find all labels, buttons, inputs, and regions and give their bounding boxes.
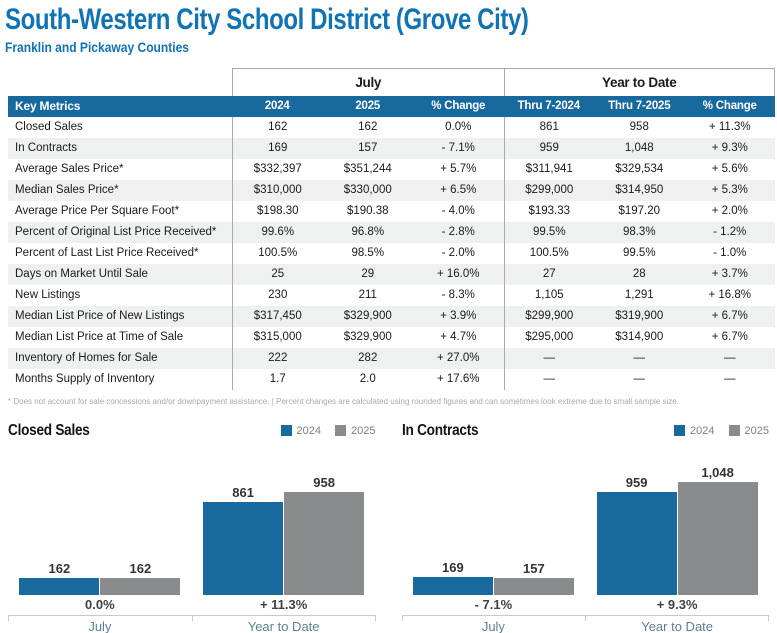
metric-value: 29 xyxy=(361,268,375,280)
metric-label: New Listings xyxy=(15,289,81,301)
chart-plot-area xyxy=(402,441,770,595)
metric-value: 959 xyxy=(504,138,595,159)
metric-value: 1.7 xyxy=(232,369,323,390)
metric-value: - 7.1% xyxy=(441,142,475,154)
table-row xyxy=(8,138,775,159)
bar-value-label: 162 xyxy=(48,560,71,576)
pct-change-row xyxy=(402,595,770,615)
table-row xyxy=(8,348,775,369)
table-row xyxy=(8,159,775,180)
axis-tick xyxy=(402,616,403,621)
column-header-thru-7-2024: Thru 7-2024 xyxy=(517,100,580,112)
axis-tick xyxy=(768,616,769,621)
metric-value: 162 xyxy=(358,121,378,133)
metric-label: Average Sales Price* xyxy=(15,163,124,175)
bar-2025 xyxy=(494,578,574,595)
metric-value: — xyxy=(633,352,645,364)
metric-value: — xyxy=(504,348,595,369)
metric-value: 99.5% xyxy=(504,222,595,243)
table-row xyxy=(8,222,775,243)
table-row xyxy=(8,306,775,327)
bar-2024 xyxy=(413,577,493,595)
metric-value: $295,000 xyxy=(504,327,595,348)
metric-value: 27 xyxy=(504,264,595,285)
legend-label-2024: 2024 xyxy=(690,424,715,437)
pct-change-row xyxy=(8,595,376,615)
metric-value: + 5.6% xyxy=(711,163,748,175)
table-row xyxy=(8,369,775,390)
chart-legend xyxy=(281,425,376,437)
chart-title: In Contracts xyxy=(401,421,478,439)
metric-value: + 5.7% xyxy=(440,163,477,175)
chart-closed-sales xyxy=(8,421,376,633)
metric-value: + 2.0% xyxy=(711,205,748,217)
page-title: South-Western City School District (Grove City) xyxy=(5,3,529,36)
metric-label: Inventory of Homes for Sale xyxy=(15,352,158,364)
metric-value: $190.38 xyxy=(346,205,389,217)
legend-label-2025: 2025 xyxy=(744,424,769,437)
metric-value: + 6.7% xyxy=(711,331,748,343)
legend-label-2025: 2025 xyxy=(351,424,376,437)
metric-value: 96.8% xyxy=(351,226,385,238)
table-group-header-row xyxy=(8,68,775,96)
metric-label: Median Sales Price* xyxy=(15,184,119,196)
metric-value: 861 xyxy=(504,117,595,138)
metric-label: Median List Price at Time of Sale xyxy=(15,331,184,343)
metric-value: $315,000 xyxy=(232,327,323,348)
metric-value: + 16.8% xyxy=(708,289,752,301)
metric-label: Days on Market Until Sale xyxy=(15,268,148,280)
metric-value: $332,397 xyxy=(232,159,323,180)
metric-value: 98.5% xyxy=(351,247,385,259)
bar-2025 xyxy=(100,578,180,595)
metric-value: + 6.5% xyxy=(440,184,477,196)
table-column-header-row xyxy=(8,96,775,117)
report-header xyxy=(0,0,777,55)
metric-value: 230 xyxy=(232,285,323,306)
bar-2025 xyxy=(284,492,364,595)
bar-wrap-2024 xyxy=(413,560,493,595)
metric-value: + 3.7% xyxy=(711,268,748,280)
metric-value: $197.20 xyxy=(618,205,661,217)
x-axis xyxy=(402,615,770,633)
metric-value: 98.3% xyxy=(622,226,656,238)
metric-label: Average Price Per Square Foot* xyxy=(15,205,180,217)
category-label: Year to Date xyxy=(247,618,320,633)
bar-group-year-to-date xyxy=(192,441,376,595)
metric-value: $311,941 xyxy=(504,159,595,180)
metric-value: 169 xyxy=(232,138,323,159)
metric-value: 0.0% xyxy=(445,121,472,133)
metric-value: $319,900 xyxy=(615,310,664,322)
bar-2024 xyxy=(597,492,677,595)
column-header-2025: 2025 xyxy=(355,100,381,112)
axis-tick xyxy=(585,616,586,621)
legend-swatch-2025 xyxy=(729,425,740,436)
legend-swatch-2024 xyxy=(674,425,685,436)
metric-value: - 1.2% xyxy=(713,226,747,238)
page-subtitle: Franklin and Pickaway Counties xyxy=(5,38,189,55)
metric-value: - 4.0% xyxy=(441,205,475,217)
bar-value-label: 861 xyxy=(232,484,254,500)
table-row xyxy=(8,180,775,201)
bar-wrap-2024 xyxy=(19,561,99,595)
bar-value-label: 958 xyxy=(313,474,335,490)
bar-wrap-2024 xyxy=(597,475,677,595)
metric-value: 1,048 xyxy=(624,142,654,154)
metric-value: — xyxy=(724,352,736,364)
metric-label: In Contracts xyxy=(15,142,77,154)
pct-change-label: + 9.3% xyxy=(656,596,698,612)
pct-change-label: - 7.1% xyxy=(474,596,513,612)
metric-value: + 6.7% xyxy=(711,310,748,322)
bar-wrap-2025 xyxy=(678,465,758,595)
axis-tick xyxy=(8,616,9,621)
metric-value: $198.30 xyxy=(232,201,323,222)
metric-value: - 2.0% xyxy=(441,247,475,259)
legend-item-2024 xyxy=(281,425,321,437)
table-row xyxy=(8,243,775,264)
bar-value-label: 169 xyxy=(442,559,464,575)
legend-label-2024: 2024 xyxy=(296,424,322,437)
metric-value: 99.6% xyxy=(232,222,323,243)
group-header-spacer xyxy=(8,68,232,96)
metric-value: 162 xyxy=(232,117,323,138)
metric-value: $329,900 xyxy=(343,310,392,322)
metric-label: Percent of Last List Price Received* xyxy=(15,247,199,259)
table-row xyxy=(8,201,775,222)
metric-value: - 2.8% xyxy=(441,226,475,238)
metric-value: — xyxy=(504,369,595,390)
table-row xyxy=(8,285,775,306)
x-axis xyxy=(8,615,376,633)
bar-group-july xyxy=(402,441,586,595)
metric-value: $317,450 xyxy=(232,306,323,327)
metric-value: $299,000 xyxy=(504,180,595,201)
metric-value: — xyxy=(633,373,645,385)
metric-label: Closed Sales xyxy=(15,121,83,133)
axis-tick xyxy=(192,616,193,621)
metric-label: Months Supply of Inventory xyxy=(15,373,155,385)
metric-value: — xyxy=(724,373,736,385)
metric-value: 2.0 xyxy=(359,373,376,385)
table-row xyxy=(8,264,775,285)
metric-value: $310,000 xyxy=(232,180,323,201)
chart-legend xyxy=(674,425,769,437)
bar-value-label: 162 xyxy=(129,560,152,576)
chart-plot-area xyxy=(8,441,376,595)
metric-value: + 3.9% xyxy=(440,310,477,322)
metric-value: $351,244 xyxy=(343,163,392,175)
column-header-2024: 2024 xyxy=(264,100,290,112)
bar-value-label: 1,048 xyxy=(701,464,734,480)
metric-value: $330,000 xyxy=(343,184,392,196)
metric-value: 211 xyxy=(358,289,377,301)
metric-value: + 27.0% xyxy=(436,352,480,364)
metric-value: + 11.3% xyxy=(708,121,751,133)
legend-swatch-2024 xyxy=(281,425,292,436)
column-header-pct-change-ytd: % Change xyxy=(702,100,757,112)
key-metrics-table xyxy=(8,68,775,390)
chart-header xyxy=(402,421,770,441)
legend-item-2025 xyxy=(729,425,769,437)
bar-wrap-2025 xyxy=(100,561,180,595)
category-label: July xyxy=(481,618,505,633)
axis-tick xyxy=(375,616,376,621)
metric-value: 1,105 xyxy=(504,285,595,306)
column-header-thru-7-2025: Thru 7-2025 xyxy=(608,100,671,112)
metric-value: + 16.0% xyxy=(436,268,480,280)
metric-value: - 1.0% xyxy=(713,247,747,259)
metric-label: Median List Price of New Listings xyxy=(15,310,185,322)
metric-value: $314,900 xyxy=(615,331,664,343)
group-header-year-to-date: Year to Date xyxy=(504,68,776,96)
legend-swatch-2025 xyxy=(335,425,346,436)
group-header-july: July xyxy=(232,68,504,96)
metric-value: 222 xyxy=(232,348,323,369)
table-row xyxy=(8,327,775,348)
metric-value: 25 xyxy=(232,264,323,285)
metric-value: $299,900 xyxy=(504,306,595,327)
bar-group-july xyxy=(8,441,192,595)
metric-value: $314,950 xyxy=(615,184,664,196)
chart-in-contracts xyxy=(402,421,770,633)
metric-value: 1,291 xyxy=(624,289,654,301)
legend-item-2024 xyxy=(674,425,714,437)
metric-value: + 5.3% xyxy=(711,184,748,196)
chart-header xyxy=(8,421,376,441)
metric-value: 157 xyxy=(358,142,378,154)
table-footnote: * Does not account for sale concessions and/or downpayment assistance. | Percent changes are calculated using rounded figures and can sometimes look extreme due to small sample size. xyxy=(8,396,679,406)
bar-value-label: 157 xyxy=(523,560,545,576)
metric-value: + 17.6% xyxy=(436,373,480,385)
bar-wrap-2025 xyxy=(284,475,364,595)
bar-2025 xyxy=(678,482,758,595)
bar-2024 xyxy=(19,578,99,595)
metric-value: 282 xyxy=(358,352,378,364)
bar-wrap-2025 xyxy=(494,561,574,595)
bar-group-year-to-date xyxy=(585,441,769,595)
category-label: July xyxy=(88,618,112,633)
charts-section xyxy=(8,421,769,633)
metric-value: + 4.7% xyxy=(440,331,477,343)
metric-value: 100.5% xyxy=(504,243,595,264)
category-label: Year to Date xyxy=(641,618,714,633)
column-header-pct-change-july: % Change xyxy=(431,100,486,112)
metric-label: Percent of Original List Price Received* xyxy=(15,226,217,238)
legend-item-2025 xyxy=(335,425,375,437)
chart-title: Closed Sales xyxy=(8,421,90,439)
metric-value: 958 xyxy=(629,121,649,133)
metric-value: $193.33 xyxy=(504,201,595,222)
metric-value: 99.5% xyxy=(622,247,656,259)
metric-value: $329,900 xyxy=(343,331,392,343)
table-row xyxy=(8,117,775,138)
metric-value: + 9.3% xyxy=(711,142,748,154)
bar-wrap-2024 xyxy=(203,485,283,595)
metric-value: 28 xyxy=(632,268,646,280)
table-body xyxy=(8,117,775,390)
metric-value: $329,534 xyxy=(615,163,664,175)
pct-change-label: + 11.3% xyxy=(259,596,308,612)
metric-value: - 8.3% xyxy=(441,289,475,301)
pct-change-label: 0.0% xyxy=(85,596,115,612)
bar-value-label: 959 xyxy=(625,474,648,490)
metric-value: 100.5% xyxy=(232,243,323,264)
bar-2024 xyxy=(203,502,283,595)
column-header-key-metrics: Key Metrics xyxy=(15,99,81,113)
